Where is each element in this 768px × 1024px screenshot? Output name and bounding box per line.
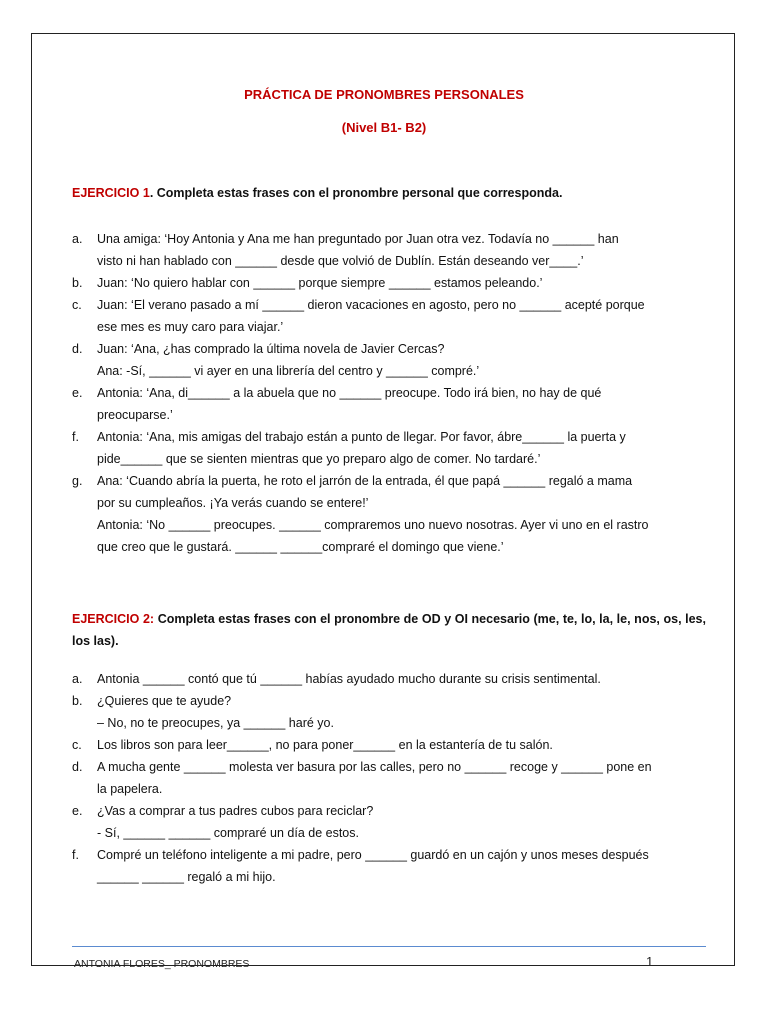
exercise2-label: EJERCICIO 2: [72, 612, 155, 626]
list-item: a. Antonia ______ contó que tú ______ habías ayudado mucho durante su crisis sentimental. [72, 672, 601, 686]
page-subtitle: (Nivel B1- B2) [341, 120, 427, 135]
exercise2-instruction: Completa estas frases con el pronombre de OD y OI necesario (me, te, lo, la, le, nos, os, les, los las). [72, 612, 706, 648]
exercise2-list [72, 668, 706, 888]
exercise1-label: EJERCICIO 1 [72, 186, 150, 200]
exercise1-heading [72, 182, 706, 204]
list-item: e. ¿Vas a comprar a tus padres cubos para reciclar? - Sí, ______ ______ compraré un día de estos. [72, 804, 374, 840]
list-item: d. Juan: ‘Ana, ¿has comprado la última novela de Javier Cercas? Ana: -Sí, ______ vi ayer en una librería del centro y ______ compré.’ [72, 342, 480, 378]
list-item: g. Ana: ‘Cuando abría la puerta, he roto el jarrón de la entrada, él que papá ______ regaló a mama por su cumpleaños. ¡Ya verás cuando se entere!’ Antonia: ‘No ______ preocupes. ______ compraremos uno nuevo nosotras. Ayer vi uno en el rastro que creo que le gustará. ______ ______compraré el domingo que viene.’ [72, 474, 649, 554]
list-item: f. Antonia: ‘Ana, mis amigas del trabajo están a punto de llegar. Por favor, ábre______ la puerta y pide______ que se sienten mientras que yo preparo algo de comer. No tardaré.’ [72, 430, 626, 466]
page-number: 1 [646, 954, 654, 969]
list-item: c. Los libros son para leer______, no para poner______ en la estantería de tu salón. [72, 738, 553, 752]
list-item: a. Una amiga: ‘Hoy Antonia y Ana me han preguntado por Juan otra vez. Todavía no ______ han visto ni han hablado con ______ desde que volvió de Dublín. Están deseando ver____.’ [72, 232, 619, 268]
exercise2-heading [72, 608, 706, 652]
list-item: d. A mucha gente ______ molesta ver basura por las calles, pero no ______ recoge y ______ pone en la papelera. [72, 760, 652, 796]
footer-text: ANTONIA FLORES_ PRONOMBRES [74, 958, 250, 970]
list-item: c. Juan: ‘El verano pasado a mí ______ dieron vacaciones en agosto, pero no ______ acepté porque ese mes es muy caro para viajar.’ [72, 298, 645, 334]
list-item: b. ¿Quieres que te ayude? – No, no te preocupes, ya ______ haré yo. [72, 694, 334, 730]
list-item: b. Juan: ‘No quiero hablar con ______ porque siempre ______ estamos peleando.’ [72, 276, 543, 290]
exercise1-instruction: . Completa estas frases con el pronombre personal que corresponda. [149, 186, 563, 200]
list-item: e. Antonia: ‘Ana, di______ a la abuela que no ______ preocupe. Todo irá bien, no hay de qué preocuparse.’ [72, 386, 602, 422]
exercise1-list [72, 228, 706, 558]
footer-divider [72, 946, 706, 947]
list-item: f. Compré un teléfono inteligente a mi padre, pero ______ guardó en un cajón y unos meses después ______ ______ regaló a mi hijo. [72, 848, 649, 884]
page-title: PRÁCTICA DE PRONOMBRES PERSONALES [244, 87, 524, 102]
